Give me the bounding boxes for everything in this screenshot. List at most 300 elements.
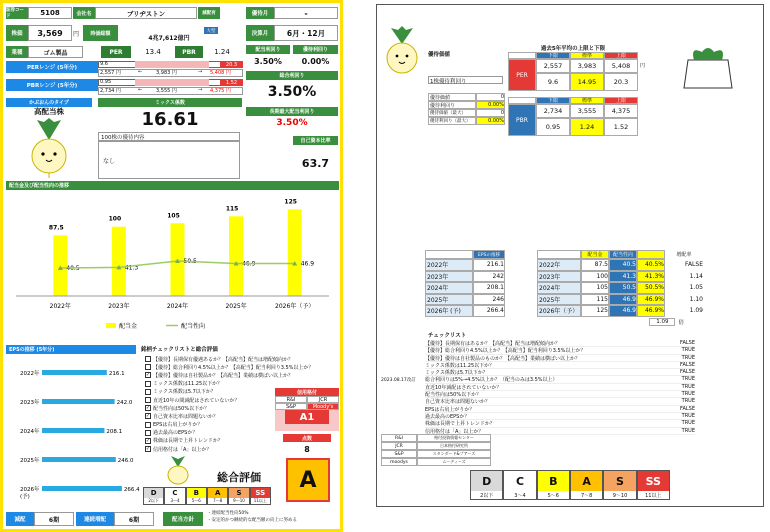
h5-head2-high: 上限 bbox=[604, 97, 638, 104]
right-check-row bbox=[425, 413, 695, 420]
turnip-small-icon bbox=[163, 455, 193, 485]
div-table-pct: 46.9% bbox=[637, 305, 665, 317]
h5-head-low: 下限 bbox=[536, 52, 570, 59]
right-check-value: TRUE bbox=[681, 420, 695, 427]
checkbox[interactable] bbox=[145, 389, 151, 395]
checklist-item-label: ミックス係数は5.7以下か？ bbox=[153, 389, 216, 396]
legend-payout: 配当性向 bbox=[181, 323, 206, 330]
checklist-item bbox=[145, 412, 275, 420]
grade-range: 3～4 bbox=[170, 498, 180, 503]
checklist-item bbox=[145, 388, 275, 396]
grade-scale bbox=[143, 487, 271, 505]
rating-value: A1 bbox=[285, 410, 329, 424]
pbr-range-arrow-l: ← bbox=[138, 87, 143, 93]
h5-head-high: 上限 bbox=[604, 52, 638, 59]
grade-cell bbox=[164, 487, 185, 505]
right-misc-table bbox=[428, 93, 505, 125]
right-check-row bbox=[425, 376, 695, 383]
checkbox[interactable] bbox=[145, 381, 151, 387]
h5-pbr-label: PBR bbox=[508, 104, 536, 136]
h5-title: 過去5年平均の上限と下限 bbox=[540, 46, 606, 52]
legend-dividend: 配当金 bbox=[119, 323, 138, 330]
per-range-mid: 3,983 円 bbox=[156, 70, 177, 76]
eps-bar-label: 266.4 bbox=[123, 487, 140, 493]
rating-sp: S&P bbox=[275, 403, 307, 410]
div-table-growth: 1.05 bbox=[689, 284, 703, 292]
h5-table bbox=[508, 52, 638, 136]
right-agency-table bbox=[381, 434, 491, 466]
h5-per-label: PER bbox=[508, 59, 536, 91]
grade-range: 2以下 bbox=[480, 492, 494, 499]
grade-range: 2以下 bbox=[148, 498, 159, 503]
sector-value: ゴム製品 bbox=[28, 46, 83, 58]
right-check-value: TRUE bbox=[681, 427, 695, 434]
price-yen: 円 bbox=[72, 30, 79, 38]
div-table-head: 配当性向 bbox=[609, 250, 637, 259]
div-table-pct: 46.9% bbox=[637, 294, 665, 306]
dividend-bar bbox=[112, 227, 126, 296]
bonus-content-value: なし bbox=[103, 158, 116, 165]
price-label: 株価 bbox=[6, 25, 28, 41]
checklist-item bbox=[145, 421, 275, 429]
dividend-chart bbox=[6, 191, 339, 337]
per-range-low: 2,557 円 bbox=[100, 70, 121, 76]
right-check-value: TRUE bbox=[681, 383, 695, 390]
equity-label: 自己資本比率 bbox=[293, 136, 338, 145]
eps-table-value: 266.4 bbox=[473, 305, 505, 317]
legend-dividend-swatch bbox=[106, 323, 116, 328]
eps-year-label: 2022年 bbox=[20, 371, 40, 377]
x-tick-label: 2023年 bbox=[108, 303, 130, 310]
code-label: 証券コード bbox=[6, 7, 28, 19]
misc-2-label: 優待価値（最大） bbox=[428, 109, 476, 117]
total-yield-label: 総合利回り bbox=[246, 71, 338, 80]
checklist-item-label: 配当性向は50%以下か？ bbox=[153, 405, 210, 412]
div-table-year: 2022年 bbox=[537, 259, 581, 271]
checkbox[interactable]: ✓ bbox=[145, 446, 151, 453]
grade-range: 9～10 bbox=[233, 498, 245, 503]
payout-label: 41.3 bbox=[124, 264, 139, 272]
div-table-year: 2024年 bbox=[537, 282, 581, 294]
checklist-item-label: 直近10年の間減配はされていないか？ bbox=[153, 397, 240, 404]
checkbox[interactable]: ✓ bbox=[145, 413, 151, 420]
div-table-unit: 倍 bbox=[678, 319, 684, 326]
misc-3-value: 0.00% bbox=[476, 117, 505, 125]
right-check-value: FALSE bbox=[680, 405, 695, 412]
grade-cell bbox=[470, 470, 503, 500]
agency-code: moodys bbox=[381, 458, 417, 466]
div-yield-label: 配当利回り bbox=[246, 45, 290, 54]
rating-label: 信用格付 bbox=[275, 388, 339, 396]
div-table-payout: 46.9 bbox=[609, 305, 637, 317]
x-tick-label: 2026年（予） bbox=[275, 303, 315, 310]
agency-code: R&I bbox=[381, 434, 417, 442]
grade-range: 7～8 bbox=[580, 492, 593, 499]
grade-cell bbox=[603, 470, 636, 500]
bonus-month-label: 優待月 bbox=[246, 7, 274, 19]
h5-per-mid-sub: 14.95 bbox=[570, 73, 604, 91]
pbr-range-high: 4,375 円 bbox=[210, 88, 231, 94]
checklist-item-label: 過去最高のEPSか？ bbox=[153, 430, 198, 437]
right-check-value: FALSE bbox=[680, 361, 695, 368]
eps-year-label: 2026年 bbox=[20, 487, 40, 493]
eps-year-label: 2023年 bbox=[20, 400, 40, 406]
div-table-head: 増配率 bbox=[676, 252, 692, 258]
div-table-foot: 1.09 bbox=[649, 318, 675, 326]
grade-letter: B bbox=[538, 471, 569, 491]
h5-pbr-low-sub: 0.95 bbox=[536, 118, 570, 136]
payout-label: 46.9 bbox=[242, 260, 256, 268]
x-tick-label: 2025年 bbox=[225, 303, 247, 310]
eps-table-year: 2022年 bbox=[425, 259, 473, 271]
eps-bar bbox=[42, 486, 122, 491]
right-check-label: EPSは右肩上がりか？ bbox=[425, 406, 475, 413]
h5-per-low: 2,557 bbox=[536, 59, 570, 73]
div-table-year: 2025年 bbox=[537, 294, 581, 306]
checkbox[interactable] bbox=[145, 430, 151, 436]
bonus-month-value: - bbox=[274, 7, 338, 19]
grade-range: 5～6 bbox=[547, 492, 559, 499]
div-table-head: 配当金 bbox=[581, 250, 609, 259]
eps-bar bbox=[42, 370, 107, 375]
right-checklist bbox=[425, 340, 695, 435]
payout-label: 50.5 bbox=[183, 258, 197, 266]
checklist-item bbox=[145, 404, 275, 412]
h5-pbr-mid-sub: 1.24 bbox=[570, 118, 604, 136]
right-check-label: 自己資本比率は問題ないか？ bbox=[425, 399, 491, 406]
grade-letter: C bbox=[165, 488, 184, 498]
h5-per-low-sub: 9.6 bbox=[536, 73, 570, 91]
dividend-bar-label: 125 bbox=[284, 198, 297, 206]
eps-title: EPSの推移 (5年分) bbox=[6, 345, 136, 354]
agency-name: 日本格付研究所 bbox=[417, 442, 491, 450]
checklist-item-label: ミックス係数は11.25以下か？ bbox=[153, 381, 223, 388]
grade-letter: SS bbox=[638, 471, 669, 491]
grade-range: 3～4 bbox=[514, 492, 526, 499]
right-check-value: TRUE bbox=[681, 391, 695, 398]
grade-cell bbox=[207, 487, 228, 505]
eps-table-year: 2023年 bbox=[425, 271, 473, 283]
grade-letter: A bbox=[208, 488, 227, 498]
right-check-label: 過去最高のEPSか？ bbox=[425, 413, 470, 420]
sector-label: 業種 bbox=[6, 46, 28, 58]
right-grade-scale bbox=[470, 470, 670, 500]
checkbox[interactable]: ✓ bbox=[145, 405, 151, 412]
grade-cell bbox=[250, 487, 271, 505]
h5-per-mid: 3,983 bbox=[570, 59, 604, 73]
mcap-label: 時価総額 bbox=[83, 25, 118, 41]
rating-panel bbox=[275, 388, 339, 431]
right-check-label: 【優待】優待は自社製品のものか？【高配当】業績は横ばい以上か？ bbox=[425, 355, 581, 362]
type-value: 高配当株 bbox=[34, 106, 64, 116]
bonus-content-box bbox=[98, 141, 240, 179]
policy-label: 配当方針 bbox=[163, 512, 203, 526]
max-yield-value: 3.50% bbox=[276, 118, 308, 128]
right-div-table bbox=[537, 250, 712, 326]
right-check-label: 総合利回りは5%→4.5%以上か？（配当のみは3.5%以上） bbox=[425, 377, 558, 384]
settle-label: 決算月 bbox=[246, 25, 274, 41]
eps-year-label: (予) bbox=[20, 494, 30, 500]
div-table-pct: 50.5% bbox=[637, 282, 665, 294]
right-check-row bbox=[425, 355, 695, 362]
eps-table-title: EPSの推移 bbox=[473, 250, 505, 259]
settle-value: 6月・12月 bbox=[274, 25, 338, 41]
mcap-badge: 大型 bbox=[204, 27, 218, 34]
h5-head2-mid: 標準 bbox=[570, 97, 604, 104]
max-yield-label: 長期最大配当利回り bbox=[246, 107, 338, 116]
right-bonus-value-label: 優待価値 bbox=[428, 52, 451, 58]
right-check-title: チェックリスト bbox=[428, 333, 467, 339]
checkbox[interactable] bbox=[145, 364, 151, 370]
h5-head-mid: 標準 bbox=[570, 52, 604, 59]
grade-letter: SS bbox=[251, 488, 270, 498]
checklist-item bbox=[145, 396, 275, 404]
checklist-item-label: 【優待】長期保有優遇あるか？【高配当】配当は増配傾向か？ bbox=[153, 356, 294, 363]
rating-jcr: JCR bbox=[307, 396, 339, 403]
checklist-item bbox=[145, 355, 294, 363]
eps-bar-label: 208.1 bbox=[106, 429, 123, 435]
per-range-bar bbox=[98, 61, 243, 78]
eps-bar-label: 216.1 bbox=[108, 371, 125, 377]
div-table-growth: 1.10 bbox=[689, 295, 703, 303]
turnip-right-icon bbox=[382, 26, 422, 76]
eps-table-value: 242 bbox=[473, 271, 505, 283]
div-table-amount: 87.5 bbox=[581, 259, 609, 271]
checklist-item bbox=[145, 363, 314, 371]
grade-cell bbox=[637, 470, 670, 500]
right-check-value: TRUE bbox=[681, 398, 695, 405]
checklist-item-label: 【優待】総合利回り4.5%以上か？【高配当】配当利回り3.5%以上か？ bbox=[153, 364, 314, 371]
checklist-item bbox=[145, 371, 294, 379]
pbr-range-min: 0.95 bbox=[100, 79, 112, 85]
mix-value: 16.61 bbox=[141, 108, 199, 130]
chart-title: 配当金及び配当性向の推移 bbox=[6, 181, 339, 190]
grade-cell bbox=[228, 487, 249, 505]
payout-label: 46.9 bbox=[300, 260, 315, 268]
per-label: PER bbox=[101, 46, 131, 58]
eps-table-year: 2025年 bbox=[425, 294, 473, 306]
score-value: 8 bbox=[304, 444, 310, 454]
right-check-value: TRUE bbox=[681, 354, 695, 361]
div-table-growth: 1.09 bbox=[689, 307, 703, 315]
right-check-value: TRUE bbox=[681, 412, 695, 419]
per-range-label: PERレンジ (5年分) bbox=[6, 61, 98, 73]
div-yield-value: 3.50% bbox=[254, 56, 282, 66]
pbr-label: PBR bbox=[175, 46, 203, 58]
code-value: 5108 bbox=[28, 7, 72, 19]
dividend-bar bbox=[229, 216, 243, 296]
checklist-item-label: 株価は長期で上昇トレンドか？ bbox=[153, 438, 223, 445]
eps-bar-label: 246.0 bbox=[117, 458, 134, 464]
grade-cell bbox=[186, 487, 207, 505]
grade-letter: S bbox=[604, 471, 635, 491]
h5-pbr-mid: 3,555 bbox=[570, 104, 604, 118]
div-table-growth: 1.14 bbox=[689, 272, 703, 280]
div-table-year: 2023年 bbox=[537, 271, 581, 283]
dividend-bar bbox=[288, 209, 302, 296]
div-table-growth: FALSE bbox=[685, 261, 703, 269]
pbr-range-label: PBRレンジ (5年分) bbox=[6, 79, 98, 91]
grade-cell bbox=[570, 470, 603, 500]
checklist-title: 銘柄チェックリストと総合評価 bbox=[141, 347, 218, 353]
div-table-payout: 50.5 bbox=[609, 282, 637, 294]
div-table-payout: 41.3 bbox=[609, 271, 637, 283]
checklist-item bbox=[145, 437, 275, 445]
bonus-content-label: 100株の優待内容 bbox=[98, 132, 240, 141]
pbr-range-low: 2,734 円 bbox=[100, 88, 121, 94]
grade-letter: B bbox=[187, 488, 206, 498]
misc-2-value: 0 bbox=[476, 109, 505, 117]
eps-table-year: 2026年 (予) bbox=[425, 305, 473, 317]
right-check-row bbox=[425, 398, 695, 405]
right-check-value: FALSE bbox=[680, 340, 695, 346]
checklist-item-label: 信用格付は「A」以上か？ bbox=[153, 446, 212, 453]
cut-value: 6期 bbox=[34, 512, 74, 526]
grade-range: 11以上 bbox=[253, 498, 267, 503]
dividend-bar-label: 115 bbox=[225, 205, 239, 213]
checklist-item-label: EPSは右肩上がりか？ bbox=[153, 422, 203, 429]
company-label: 会社名 bbox=[73, 7, 95, 19]
eps-year-label: 2024年 bbox=[20, 429, 40, 435]
agency-code: S&P bbox=[381, 450, 417, 458]
eps-bar bbox=[42, 457, 116, 462]
right-check-label: 【優待】総合利回り4.5%以上か？【高配当】配当利回り3.5%以上か？ bbox=[425, 348, 586, 355]
checkbox[interactable] bbox=[145, 422, 151, 428]
right-check-row bbox=[425, 420, 695, 427]
inc-label: 連続増配 bbox=[76, 512, 114, 526]
grade-cell bbox=[503, 470, 536, 500]
checklist-item bbox=[145, 380, 275, 388]
div-table-amount: 115 bbox=[581, 294, 609, 306]
div-table-amount: 100 bbox=[581, 271, 609, 283]
right-check-value: TRUE bbox=[681, 347, 695, 354]
h5-head2-low: 下限 bbox=[536, 97, 570, 104]
misc-0-value: 0 bbox=[476, 93, 505, 101]
checkbox[interactable] bbox=[145, 356, 151, 362]
right-eps-table bbox=[425, 250, 505, 317]
div-table-pct: 40.5% bbox=[637, 259, 665, 271]
h5-pbr-high-sub: 1.52 bbox=[604, 118, 638, 136]
grade-cell bbox=[143, 487, 164, 505]
bonus-yield-value: 0.00% bbox=[301, 56, 330, 66]
h5-per-high-sub: 20.3 bbox=[604, 73, 638, 91]
pbr-range-max: 1.52 bbox=[220, 79, 243, 86]
dividend-badge: 減配有 bbox=[198, 7, 220, 19]
cut-label: 減配 bbox=[6, 512, 34, 526]
right-check-row bbox=[425, 347, 695, 354]
checkbox[interactable] bbox=[145, 397, 151, 403]
right-check-label: 株価は長期で上昇トレンドか？ bbox=[425, 421, 495, 428]
misc-1-value: 0.00% bbox=[476, 101, 505, 109]
per-range-high: 5,408 円 bbox=[210, 70, 231, 76]
right-check-label: ミックス係数は11.25以下か？ bbox=[425, 362, 495, 369]
left-sheet bbox=[0, 0, 343, 532]
dividend-bar-label: 87.5 bbox=[48, 224, 64, 232]
grade-letter: D bbox=[471, 471, 502, 491]
eps-table-value: 208.1 bbox=[473, 282, 505, 294]
div-table-payout: 40.5 bbox=[609, 259, 637, 271]
eps-bar bbox=[42, 399, 115, 404]
turnip-bag-icon bbox=[680, 46, 736, 92]
right-check-label: 【優待】長期保有はあるか？【高配当】配当は増配傾向か？ bbox=[425, 341, 561, 347]
eval-value: A bbox=[286, 458, 330, 502]
eps-chart bbox=[6, 355, 140, 505]
grade-range: 11以上 bbox=[645, 492, 662, 499]
right-check-value: FALSE bbox=[680, 369, 695, 376]
div-table-head bbox=[637, 250, 665, 259]
grade-range: 5～6 bbox=[191, 498, 201, 503]
div-table-payout: 46.9 bbox=[609, 294, 637, 306]
checkbox[interactable]: ✓ bbox=[145, 437, 151, 444]
h5-per-high: 5,408 bbox=[604, 59, 638, 73]
yen-unit-1: 円 bbox=[640, 63, 646, 69]
per-range-max: 20.3 bbox=[220, 61, 243, 68]
checklist-item bbox=[145, 445, 275, 453]
eps-table-value: 216.1 bbox=[473, 259, 505, 271]
right-check-label: ミックス係数は5.7以下か？ bbox=[425, 370, 488, 377]
price-value: 3,569 bbox=[28, 25, 72, 41]
policy-value: ・連結配当性向50% ・安定的かつ継続的な配当額の向上に努める bbox=[207, 511, 297, 523]
total-yield-value: 3.50% bbox=[267, 84, 317, 100]
right-check-row bbox=[425, 340, 695, 347]
mcap-value: 4兆7,612億円 bbox=[148, 34, 190, 42]
dividend-bar-label: 105 bbox=[167, 212, 180, 220]
right-check-row bbox=[425, 406, 695, 413]
payout-label: 40.5 bbox=[66, 264, 80, 272]
div-table-pct: 41.3% bbox=[637, 271, 665, 283]
checklist-item-label: 自己資本比率は問題ないか？ bbox=[153, 413, 219, 420]
right-check-row bbox=[425, 369, 695, 376]
grade-range: 9～10 bbox=[612, 492, 628, 499]
turnip-mascot-icon bbox=[27, 118, 71, 178]
right-check-row bbox=[425, 391, 695, 398]
pbr-range-bar bbox=[98, 79, 243, 96]
right-check-label: 配当性向は50%以下か？ bbox=[425, 392, 482, 399]
company-value: ブリヂストン bbox=[95, 7, 197, 19]
agency-name: 格付投資情報センター bbox=[417, 434, 491, 442]
div-table-amount: 105 bbox=[581, 282, 609, 294]
misc-0-label: 優待価値 bbox=[428, 93, 476, 101]
right-per-unit-label: 1株優待利回り bbox=[428, 76, 503, 84]
grade-letter: S bbox=[229, 488, 248, 498]
div-table-amount: 125 bbox=[581, 305, 609, 317]
bonus-yield-label: 優待利回り bbox=[293, 45, 338, 54]
checklist-item bbox=[145, 429, 275, 437]
per-range-arrow-r: → bbox=[198, 69, 203, 75]
agency-name: ムーディーズ bbox=[417, 458, 491, 466]
grade-letter: C bbox=[504, 471, 535, 491]
pbr-range-arrow-r: → bbox=[198, 87, 203, 93]
h5-pbr-low: 2,734 bbox=[536, 104, 570, 118]
checklist-item-label: 【優待】優待は自社製品か？【高配当】業績は横ばい以上か？ bbox=[153, 372, 294, 379]
per-range-min: 9.6 bbox=[100, 61, 108, 67]
eps-table-value: 246 bbox=[473, 294, 505, 306]
equity-value: 63.7 bbox=[301, 156, 330, 170]
right-check-value: TRUE bbox=[681, 376, 695, 383]
checkbox[interactable]: ✓ bbox=[145, 372, 151, 379]
score-label: 点数 bbox=[283, 434, 331, 442]
right-check-row bbox=[425, 362, 695, 369]
eps-bar bbox=[42, 428, 104, 433]
misc-1-label: 優待利回り bbox=[428, 101, 476, 109]
right-check-date: 2023.08.17改訂 bbox=[381, 378, 416, 383]
mix-label: ミックス係数 bbox=[98, 98, 242, 107]
inc-value: 6期 bbox=[114, 512, 154, 526]
type-label: かぶおんのタイプ bbox=[6, 98, 92, 107]
eps-year-label: 2025年 bbox=[20, 458, 40, 464]
right-check-label: 信用格付は「A」以上か？ bbox=[425, 428, 484, 435]
pbr-value: 1.24 bbox=[214, 48, 230, 56]
